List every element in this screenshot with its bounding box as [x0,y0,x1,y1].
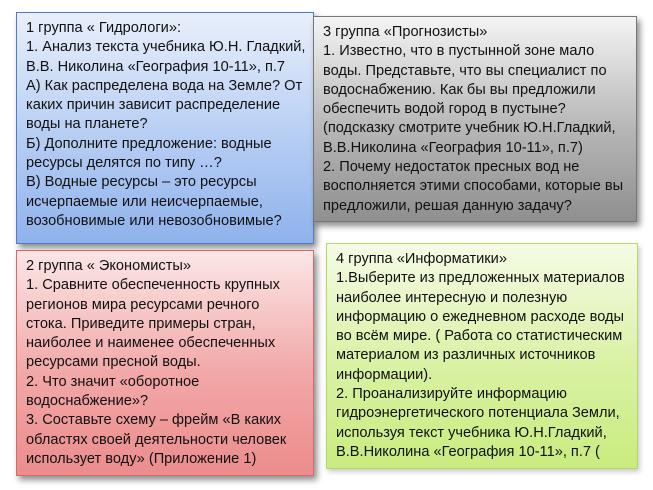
group3-line: предложили, решая данную задачу? [323,197,572,214]
group2-line: 1. Сравните обеспеченность крупных [26,277,280,294]
group2-line: 2. Что значит «оборотное [26,373,200,390]
group4-line: наиболее интересную и полезную [336,289,568,306]
group1-card [16,12,314,244]
group3-line: (подсказку смотрите учебник Ю.Н.Гладкий, [323,120,616,137]
group4-line: гидроэнергетического потенциала Земли, [336,405,620,422]
group4-line: информации). [336,366,433,383]
group2-line: использует воду» (Приложение 1) [26,450,257,467]
group1-line: ресурсы делятся по типу …? [26,155,222,172]
group1-line: каких причин зависит распределение [26,97,281,114]
group2-card [16,250,314,476]
group2-title: 2 группа « Экономисты» [26,258,191,274]
group3-line: В.В.Николина «География 10-11», п.7) [323,139,583,156]
group2-line: 3. Составьте схему – фрейм «В каких [26,412,282,429]
group1-line: А) Как распределена вода на Земле? От [26,77,303,94]
group1-line: возобновимые или невозобновимые? [26,212,282,229]
group3-line: восполняется этими способами, которые вы [323,178,624,195]
group1-line: Б) Дополните предложение: водные [26,135,272,152]
group1-title: 1 группа « Гидрологи»: [26,20,181,36]
group3-line: воды. Представьте, что вы специалист по [323,62,607,79]
group3-title: 3 группа «Прогнозисты» [323,24,488,40]
group2-line: водоснабжение»? [26,393,149,410]
group2-line: областях своей деятельности человек [26,431,287,448]
group4-line: В.В.Николина «География 10-11», п.7 ( [336,443,600,460]
group1-line: воды на планете? [26,116,148,133]
group2-line: стока. Приведите примеры стран, [26,315,256,332]
group4-line: 2. Проанализируйте информацию [336,386,567,403]
group3-line: 1. Известно, что в пустынной зоне мало [323,43,595,60]
group4-title: 4 группа «Информатики» [336,251,507,267]
group4-line: 1.Выберите из предложенных материалов [336,270,625,287]
group1-line: 1. Анализ текста учебника Ю.Н. Гладкий, [26,39,306,56]
group2-line: наиболее и наименее обеспеченных [26,335,276,352]
group2-line: ресурсами пресной воды. [26,354,201,371]
group4-line: материалом из различных источников [336,347,596,364]
group1-line: В.В. Николина «География 10-11», п.7 [26,58,286,75]
group2-line: регионов мира ресурсами речного [26,296,260,313]
group3-line: водоснабжению. Как бы вы предложили [323,81,596,98]
group4-card [326,243,638,469]
group4-line: информацию о ежедневном расходе воды [336,308,625,325]
group3-card [313,16,637,222]
group4-line: используя текст учебника Ю.Н.Гладкий, [336,424,607,441]
group1-line: В) Водные ресурсы – это ресурсы [26,174,257,191]
group1-line: исчерпаемые или неисчерпаемые, [26,193,263,210]
group3-line: обеспечить водой город в пустыне? [323,101,566,118]
group3-line: 2. Почему недостаток пресных вод не [323,159,580,176]
group4-line: во всём мире. ( Работа со статистическим [336,328,623,345]
